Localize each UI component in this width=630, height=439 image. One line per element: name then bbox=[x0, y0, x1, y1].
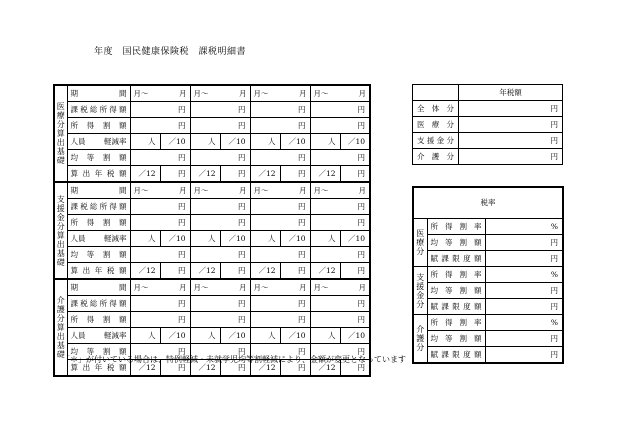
table-row bbox=[413, 117, 563, 133]
reduction-label: 軽減率 bbox=[104, 137, 127, 146]
period-end: 月 bbox=[358, 283, 366, 292]
row-label: 算出年税額 bbox=[67, 263, 130, 280]
table-row bbox=[54, 328, 370, 344]
amount-cell: 円 bbox=[310, 296, 370, 312]
persons-cell: 人 bbox=[130, 231, 160, 247]
period-cell bbox=[250, 85, 310, 102]
period-end: 月 bbox=[299, 89, 307, 98]
amount-cell: 円 bbox=[220, 166, 250, 183]
persons-cell: 人 bbox=[310, 134, 340, 150]
reduction-cell: ／10 bbox=[220, 134, 250, 150]
period-end: 月 bbox=[239, 186, 247, 195]
amount-cell: 円 bbox=[250, 199, 310, 215]
rate-value: % bbox=[485, 219, 563, 235]
amount-cell: 円 bbox=[310, 344, 370, 360]
rate-value: 円 bbox=[485, 299, 563, 315]
persons-cell: 人 bbox=[250, 134, 280, 150]
rate-value: % bbox=[485, 315, 563, 331]
table-row bbox=[54, 182, 370, 199]
amount-cell: 円 bbox=[190, 344, 250, 360]
footnote: 「＊」が付いている場合は、特例軽減・未就学児均等割軽減により、金額が変更となっています bbox=[62, 355, 406, 364]
rate-row-label: 所得割率 bbox=[427, 315, 485, 331]
amount-cell: 円 bbox=[250, 215, 310, 231]
rate-group-label bbox=[413, 219, 427, 267]
persons-cell: 人 bbox=[190, 231, 220, 247]
annual-amount: 円 bbox=[459, 101, 563, 117]
persons-cell: 人 bbox=[190, 134, 220, 150]
annual-row-label: 支援金分 bbox=[413, 133, 459, 149]
row-label bbox=[67, 231, 130, 247]
table-row bbox=[413, 219, 563, 235]
twelfth-cell: ／12 bbox=[310, 360, 340, 377]
amount-cell: 円 bbox=[130, 312, 190, 328]
table-row bbox=[54, 85, 370, 102]
period-cell bbox=[190, 182, 250, 199]
persons-cell: 人 bbox=[310, 328, 340, 344]
period-start: 月～ bbox=[313, 89, 329, 98]
twelfth-cell: ／12 bbox=[130, 360, 160, 377]
row-label: 課税総所得額 bbox=[67, 199, 130, 215]
rate-group-text: 医療分 bbox=[416, 229, 425, 256]
table-row bbox=[54, 102, 370, 118]
period-end: 月 bbox=[358, 89, 366, 98]
persons-cell: 人 bbox=[250, 231, 280, 247]
table-row bbox=[413, 347, 563, 364]
spacer-cell bbox=[413, 85, 459, 101]
amount-cell: 円 bbox=[130, 215, 190, 231]
period-cell bbox=[130, 85, 190, 102]
period-cell bbox=[190, 279, 250, 296]
section-label-text: 介護分算出基礎 bbox=[56, 296, 65, 359]
amount-cell: 円 bbox=[130, 150, 190, 166]
amount-cell: 円 bbox=[160, 360, 190, 377]
amount-cell: 円 bbox=[250, 247, 310, 263]
period-cell bbox=[310, 85, 370, 102]
annual-row-label: 介護分 bbox=[413, 149, 459, 165]
twelfth-cell: ／12 bbox=[130, 263, 160, 280]
reduction-label: 軽減率 bbox=[104, 331, 127, 340]
table-row bbox=[54, 263, 370, 280]
period-cell bbox=[130, 182, 190, 199]
section-label bbox=[54, 182, 67, 279]
amount-cell: 円 bbox=[250, 312, 310, 328]
amount-cell: 円 bbox=[160, 166, 190, 183]
amount-cell: 円 bbox=[250, 102, 310, 118]
table-row bbox=[413, 235, 563, 251]
period-start: 月～ bbox=[253, 186, 269, 195]
persons-cell: 人 bbox=[130, 134, 160, 150]
amount-cell: 円 bbox=[190, 215, 250, 231]
table-header-row bbox=[413, 187, 563, 219]
amount-cell: 円 bbox=[310, 247, 370, 263]
period-cell bbox=[250, 279, 310, 296]
rate-value: 円 bbox=[485, 331, 563, 347]
table-row bbox=[54, 296, 370, 312]
period-cell bbox=[310, 279, 370, 296]
amount-cell: 円 bbox=[310, 215, 370, 231]
annual-header: 年税額 bbox=[459, 85, 563, 101]
rate-row-label: 所得割率 bbox=[427, 219, 485, 235]
table-row bbox=[413, 251, 563, 267]
rate-row-label: 賦課限度額 bbox=[427, 347, 485, 364]
amount-cell: 円 bbox=[280, 166, 310, 183]
rate-value: 円 bbox=[485, 347, 563, 364]
rate-row-label: 均等割額 bbox=[427, 235, 485, 251]
amount-cell: 円 bbox=[250, 118, 310, 134]
table-row bbox=[54, 199, 370, 215]
reduction-cell: ／10 bbox=[160, 231, 190, 247]
row-label: 均 等 割 額 bbox=[67, 150, 130, 166]
rate-row-label: 賦課限度額 bbox=[427, 299, 485, 315]
reduction-cell: ／10 bbox=[160, 328, 190, 344]
twelfth-cell: ／12 bbox=[250, 360, 280, 377]
period-start: 月～ bbox=[193, 283, 209, 292]
table-row bbox=[54, 215, 370, 231]
amount-cell: 円 bbox=[130, 199, 190, 215]
amount-cell: 円 bbox=[190, 102, 250, 118]
persons-cell: 人 bbox=[190, 328, 220, 344]
reduction-cell: ／10 bbox=[220, 231, 250, 247]
tax-rate-table bbox=[412, 186, 564, 364]
period-end: 月 bbox=[179, 89, 187, 98]
row-label: 所 得 割 額 bbox=[67, 312, 130, 328]
amount-cell: 円 bbox=[220, 263, 250, 280]
persons-cell: 人 bbox=[310, 231, 340, 247]
period-end: 月 bbox=[239, 283, 247, 292]
annual-row-label: 医療分 bbox=[413, 117, 459, 133]
rate-value: 円 bbox=[485, 235, 563, 251]
twelfth-cell: ／12 bbox=[250, 166, 280, 183]
period-cell bbox=[190, 85, 250, 102]
reduction-cell: ／10 bbox=[280, 328, 310, 344]
row-label: 均 等 割 額 bbox=[67, 247, 130, 263]
persons-label: 人員 bbox=[70, 137, 86, 146]
persons-label: 人員 bbox=[70, 331, 86, 340]
row-label: 課税総所得額 bbox=[67, 296, 130, 312]
period-start: 月～ bbox=[193, 89, 209, 98]
period-end: 月 bbox=[179, 283, 187, 292]
table-row bbox=[54, 279, 370, 296]
amount-cell: 円 bbox=[340, 263, 370, 280]
document-title: 年度 国民健康保険税 課税明細書 bbox=[94, 47, 247, 57]
persons-cell: 人 bbox=[130, 328, 160, 344]
twelfth-cell: ／12 bbox=[250, 263, 280, 280]
period-start: 月～ bbox=[193, 186, 209, 195]
twelfth-cell: ／12 bbox=[310, 263, 340, 280]
period-header: 期 間 bbox=[67, 182, 130, 199]
table-row bbox=[54, 118, 370, 134]
twelfth-cell: ／12 bbox=[190, 360, 220, 377]
period-header: 期 間 bbox=[67, 85, 130, 102]
row-label: 算出年税額 bbox=[67, 166, 130, 183]
rate-group-text: 介護分 bbox=[416, 325, 425, 352]
amount-cell: 円 bbox=[130, 102, 190, 118]
table-row bbox=[54, 231, 370, 247]
table-row bbox=[54, 312, 370, 328]
table-row bbox=[54, 247, 370, 263]
period-start: 月～ bbox=[133, 283, 149, 292]
amount-cell: 円 bbox=[310, 150, 370, 166]
row-label: 所 得 割 額 bbox=[67, 118, 130, 134]
row-label: 課税総所得額 bbox=[67, 102, 130, 118]
reduction-cell: ／10 bbox=[280, 134, 310, 150]
twelfth-cell: ／12 bbox=[130, 166, 160, 183]
table-row bbox=[54, 166, 370, 183]
amount-cell: 円 bbox=[190, 118, 250, 134]
amount-cell: 円 bbox=[310, 199, 370, 215]
amount-cell: 円 bbox=[250, 150, 310, 166]
period-start: 月～ bbox=[313, 283, 329, 292]
row-label: 算出年税額 bbox=[67, 360, 130, 377]
table-row bbox=[413, 133, 563, 149]
amount-cell: 円 bbox=[310, 312, 370, 328]
amount-cell: 円 bbox=[130, 247, 190, 263]
table-row bbox=[54, 134, 370, 150]
amount-cell: 円 bbox=[130, 296, 190, 312]
amount-cell: 円 bbox=[220, 360, 250, 377]
annual-amount: 円 bbox=[459, 133, 563, 149]
amount-cell: 円 bbox=[280, 263, 310, 280]
amount-cell: 円 bbox=[280, 360, 310, 377]
reduction-cell: ／10 bbox=[340, 328, 370, 344]
annual-amount: 円 bbox=[459, 117, 563, 133]
section-label bbox=[54, 85, 67, 182]
amount-cell: 円 bbox=[130, 344, 190, 360]
annual-tax-table bbox=[412, 84, 563, 165]
table-row bbox=[413, 283, 563, 299]
period-start: 月～ bbox=[133, 89, 149, 98]
rate-group-label bbox=[413, 315, 427, 364]
amount-cell: 円 bbox=[250, 344, 310, 360]
persons-cell: 人 bbox=[250, 328, 280, 344]
rate-value: 円 bbox=[485, 251, 563, 267]
reduction-cell: ／10 bbox=[340, 231, 370, 247]
reduction-cell: ／10 bbox=[160, 134, 190, 150]
amount-cell: 円 bbox=[130, 118, 190, 134]
annual-row-label: 全体分 bbox=[413, 101, 459, 117]
amount-cell: 円 bbox=[190, 150, 250, 166]
period-cell bbox=[310, 182, 370, 199]
table-header-row bbox=[413, 85, 563, 101]
period-start: 月～ bbox=[253, 283, 269, 292]
rate-group-text: 支援金分 bbox=[416, 272, 425, 309]
table-row bbox=[413, 149, 563, 165]
rate-row-label: 所得割率 bbox=[427, 267, 485, 283]
amount-cell: 円 bbox=[250, 296, 310, 312]
period-start: 月～ bbox=[133, 186, 149, 195]
rate-row-label: 賦課限度額 bbox=[427, 251, 485, 267]
period-start: 月～ bbox=[313, 186, 329, 195]
annual-amount: 円 bbox=[459, 149, 563, 165]
rates-header: 税率 bbox=[413, 187, 563, 219]
amount-cell: 円 bbox=[310, 118, 370, 134]
period-start: 月～ bbox=[253, 89, 269, 98]
period-end: 月 bbox=[299, 186, 307, 195]
row-label bbox=[67, 134, 130, 150]
twelfth-cell: ／12 bbox=[310, 166, 340, 183]
rate-row-label: 均等割額 bbox=[427, 283, 485, 299]
rate-value: % bbox=[485, 267, 563, 283]
rate-group-label bbox=[413, 267, 427, 315]
period-cell bbox=[250, 182, 310, 199]
table-row bbox=[413, 331, 563, 347]
rate-row-label: 均等割額 bbox=[427, 331, 485, 347]
row-label: 均 等 割 額 bbox=[67, 344, 130, 360]
section-label-text: 支援金分算出基礎 bbox=[56, 194, 65, 267]
table-row bbox=[413, 299, 563, 315]
reduction-cell: ／10 bbox=[340, 134, 370, 150]
table-row bbox=[413, 267, 563, 283]
twelfth-cell: ／12 bbox=[190, 263, 220, 280]
reduction-cell: ／10 bbox=[280, 231, 310, 247]
row-label: 所 得 割 額 bbox=[67, 215, 130, 231]
period-end: 月 bbox=[299, 283, 307, 292]
amount-cell: 円 bbox=[190, 199, 250, 215]
reduction-cell: ／10 bbox=[220, 328, 250, 344]
rate-value: 円 bbox=[485, 283, 563, 299]
period-end: 月 bbox=[179, 186, 187, 195]
reduction-label: 軽減率 bbox=[104, 234, 127, 243]
tax-basis-table bbox=[53, 84, 371, 377]
row-label bbox=[67, 328, 130, 344]
persons-label: 人員 bbox=[70, 234, 86, 243]
amount-cell: 円 bbox=[190, 247, 250, 263]
period-end: 月 bbox=[239, 89, 247, 98]
amount-cell: 円 bbox=[310, 102, 370, 118]
amount-cell: 円 bbox=[190, 312, 250, 328]
amount-cell: 円 bbox=[340, 166, 370, 183]
table-row bbox=[54, 150, 370, 166]
amount-cell: 円 bbox=[160, 263, 190, 280]
period-header: 期 間 bbox=[67, 279, 130, 296]
section-label-text: 医療分算出基礎 bbox=[56, 102, 65, 165]
period-end: 月 bbox=[358, 186, 366, 195]
table-row bbox=[413, 315, 563, 331]
period-cell bbox=[130, 279, 190, 296]
twelfth-cell: ／12 bbox=[190, 166, 220, 183]
table-row bbox=[413, 101, 563, 117]
amount-cell: 円 bbox=[190, 296, 250, 312]
amount-cell: 円 bbox=[340, 360, 370, 377]
